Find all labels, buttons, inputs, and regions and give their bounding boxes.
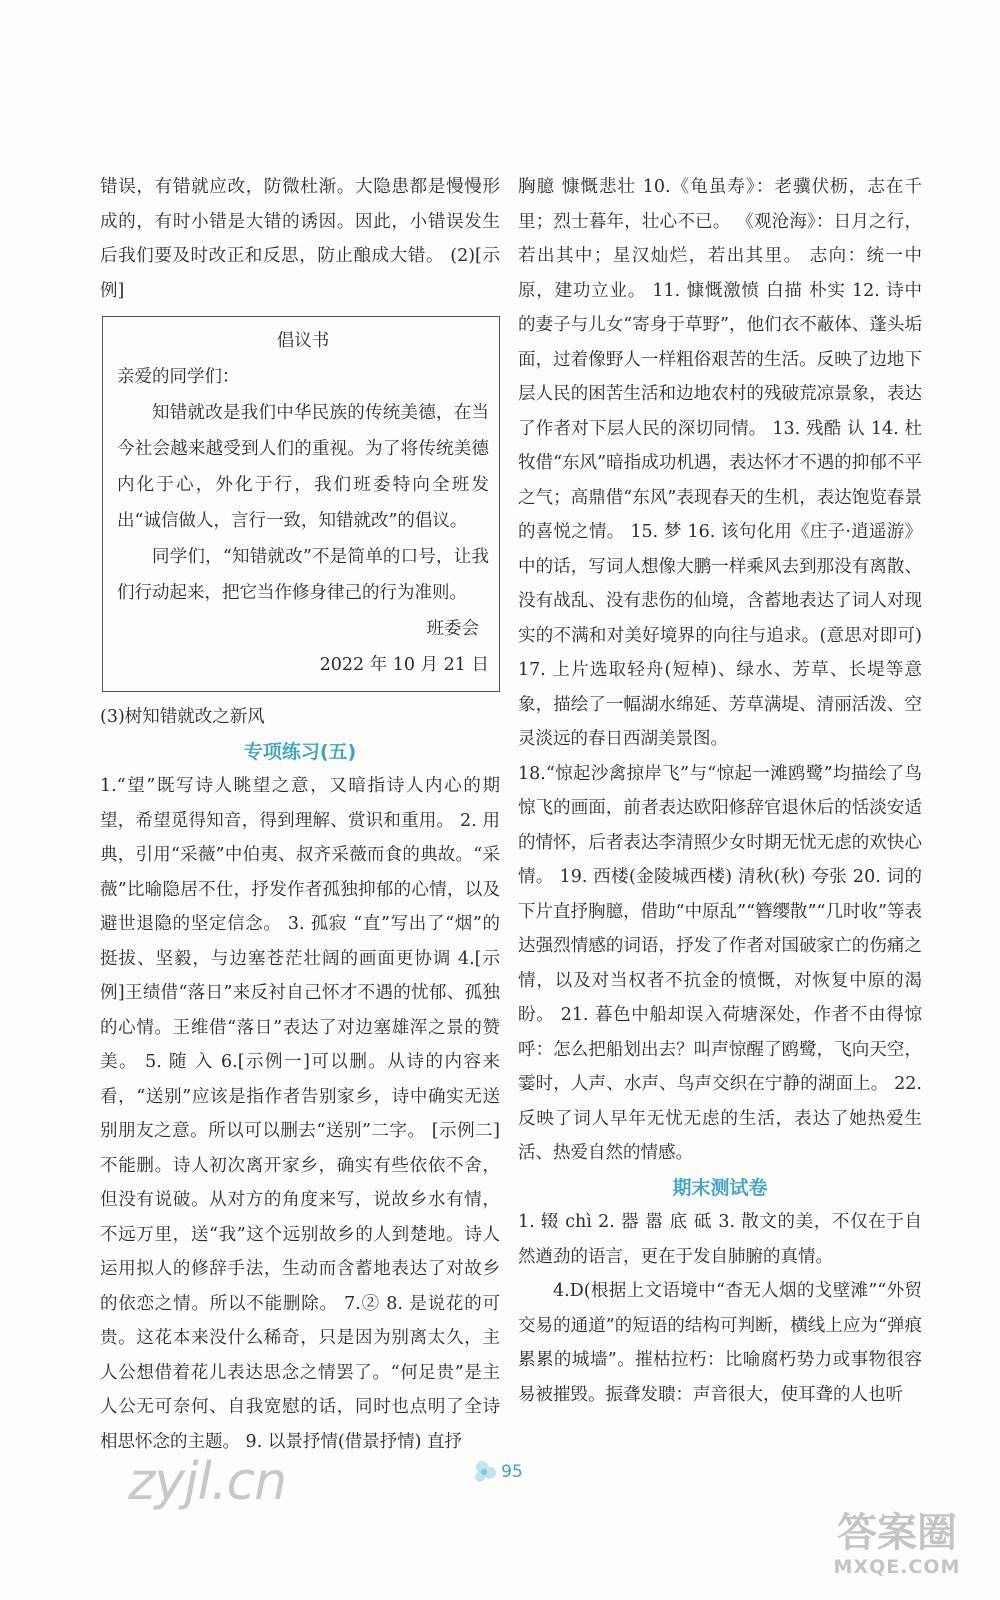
right-column — [518, 170, 922, 1412]
letter-signature: 班委会 — [426, 619, 479, 639]
section-heading-practice-5: 专项练习(五) — [243, 740, 357, 763]
watermark-mxqe-title: 答案圈 — [837, 1510, 957, 1556]
proposal-letter-box — [102, 316, 500, 692]
answers-continued: 胸臆 慷慨悲壮 10.《龟虽寿》：老骥伏枥，志在千里；烈士暮年，壮心不已。 《观沧海》：日月之行，若出其中；星汉灿烂，若出其里。 志向：统一中原，建功立业。 11. 慷慨激愤 白描 朴实 12. 诗中的妻子与儿女“寄身于草野”，他们衣不蔽体、蓬头垢面，过着像野人一样粗俗艰苦的生活。反映了边地下层人民的困苦生活和边地农村的残破荒凉景象，表达了作者对下层人民的深切同情。 13. 残酷 认 14. 杜牧借“东风”暗指成功机遇，表达怀才不遇的抑郁不平之气；高鼎借“东风”表现春天的生机，表达饱览春景的喜悦之情。 15. 梦 16. 该句化用《庄子·逍遥游》中的话，写词人想像大鹏一样乘风去到那没有离散、没有战乱、没有悲伤的仙境，含蓄地表达了词人对现实的不满和对美好境界的向往与追求。(意思对即可) 17. 上片选取轻舟(短棹)、绿水、芳草、长堤等意象，描绘了一幅湖水绵延、芳草满堤、清丽活泼、空灵淡远的春日西湖美景图。 — [518, 177, 922, 749]
intro-paragraph: 错误，有错就应改，防微杜渐。大隐患都是慢慢形成的，有时小错是大错的诱因。因此，小错误发生后我们要及时改正和反思，防止酿成大错。 (2)[示例] — [100, 177, 500, 301]
letter-paragraph-2: 同学们，“知错就改”不是简单的口号，让我们行动起来，把它当作修身律己的行为准则。 — [117, 547, 489, 603]
page-number-text: 95 — [501, 1462, 523, 1482]
final-exam-answer-4: 4.D(根据上文语境中“杳无人烟的戈壁滩”“外贸交易的通道”的短语的结构可判断，横线上应为“弹痕累累的城墙”。摧枯拉朽：比喻腐朽势力或事物很容易被摧毁。振聋发聩：声音很大，使耳聋的人也听 — [518, 1281, 922, 1405]
final-exam-answers-1-3: 1. 辍 chì 2. 器 嚣 底 砥 3. 散文的美，不仅在于自然遒劲的语言，更在于发自肺腑的真情。 — [518, 1212, 922, 1267]
watermark-zyjl: zyjl.cn — [128, 1452, 287, 1512]
section-heading-final-exam: 期末测试卷 — [672, 1176, 768, 1199]
practice-5-answers: 1.“望”既写诗人眺望之意，又暗指诗人内心的期望，希望觅得知音，得到理解、赏识和重用。 2. 用典，引用“采薇”中伯夷、叔齐采薇而食的典故。“采薇”比喻隐居不仕，抒发作者孤独抑郁的心情，以及避世退隐的坚定信念。 3. 孤寂 “直”写出了“烟”的挺拔、坚毅，与边塞苍茫壮阔的画面更协调 4.[示例]王绩借“落日”来反衬自己怀才不遇的忧郁、孤独的心情。王维借“落日”表达了对边塞雄浑之景的赞美。 5. 随 入 6.[示例一]可以删。从诗的内容来看，“送别”应该是指作者告别家乡，诗中确实无送别朋友之意。所以可以删去“送别”二字。 [示例二]不能删。诗人初次离开家乡，确实有些依依不舍，但没有说破。从对方的角度来写，说故乡水有情，不远万里，送“我”这个远别故乡的人到楚地。诗人运用拟人的修辞手法，生动而含蓄地表达了对故乡的依恋之情。所以不能删除。 7.② 8. 是说花的可贵。这花本来没什么稀奇，只是因为别离太久，主人公想借着花儿表达思念之情罢了。“何足贵”是主人公无可奈何、自我宽慰的话，同时也点明了全诗相思怀念的主题。 9. 以景抒情(借景抒情) 直抒 — [100, 776, 500, 1452]
watermark-mxqe — [812, 1510, 982, 1578]
letter-date: 2022 年 10 月 21 日 — [319, 655, 489, 675]
letter-paragraph-1: 知错就改是我们中华民族的传统美德，在当今社会越来越受到人们的重视。为了将传统美德内化于心，外化于行，我们班委特向全班发出“诚信做人，言行一致，知错就改”的倡议。 — [117, 403, 489, 531]
watermark-mxqe-url: MXQE.COM — [833, 1556, 961, 1578]
page-number — [470, 1455, 540, 1489]
letter-greeting: 亲爱的同学们： — [117, 367, 240, 387]
item-3: (3)树知错就改之新风 — [100, 707, 265, 727]
answers-18-22: 18.“惊起沙禽掠岸飞”与“惊起一滩鸥鹭”均描绘了鸟惊飞的画面，前者表达欧阳修辞官退休后的恬淡安适的情怀，后者表达李清照少女时期无忧无虑的欢快心情。 19. 西楼(金陵城西楼) 清秋(秋) 夸张 20. 词的下片直抒胸臆，借助“中原乱”“簪缨散”“几时收”等表达强烈情感的词语，抒发了作者对国破家亡的伤痛之情，以及对当权者不抗金的愤慨，对恢复中原的渴盼。 21. 暮色中船却误入荷塘深处，作者不由得惊呼：怎么把船划出去？叫声惊醒了鸥鹭，飞向天空，霎时，人声、水声、鸟声交织在宁静的湖面上。 22. 反映了词人早年无忧无虑的生活，表达了她热爱生活、热爱自然的情感。 — [518, 763, 922, 1163]
letter-title: 倡议书 — [276, 331, 330, 351]
left-column — [100, 170, 500, 1459]
